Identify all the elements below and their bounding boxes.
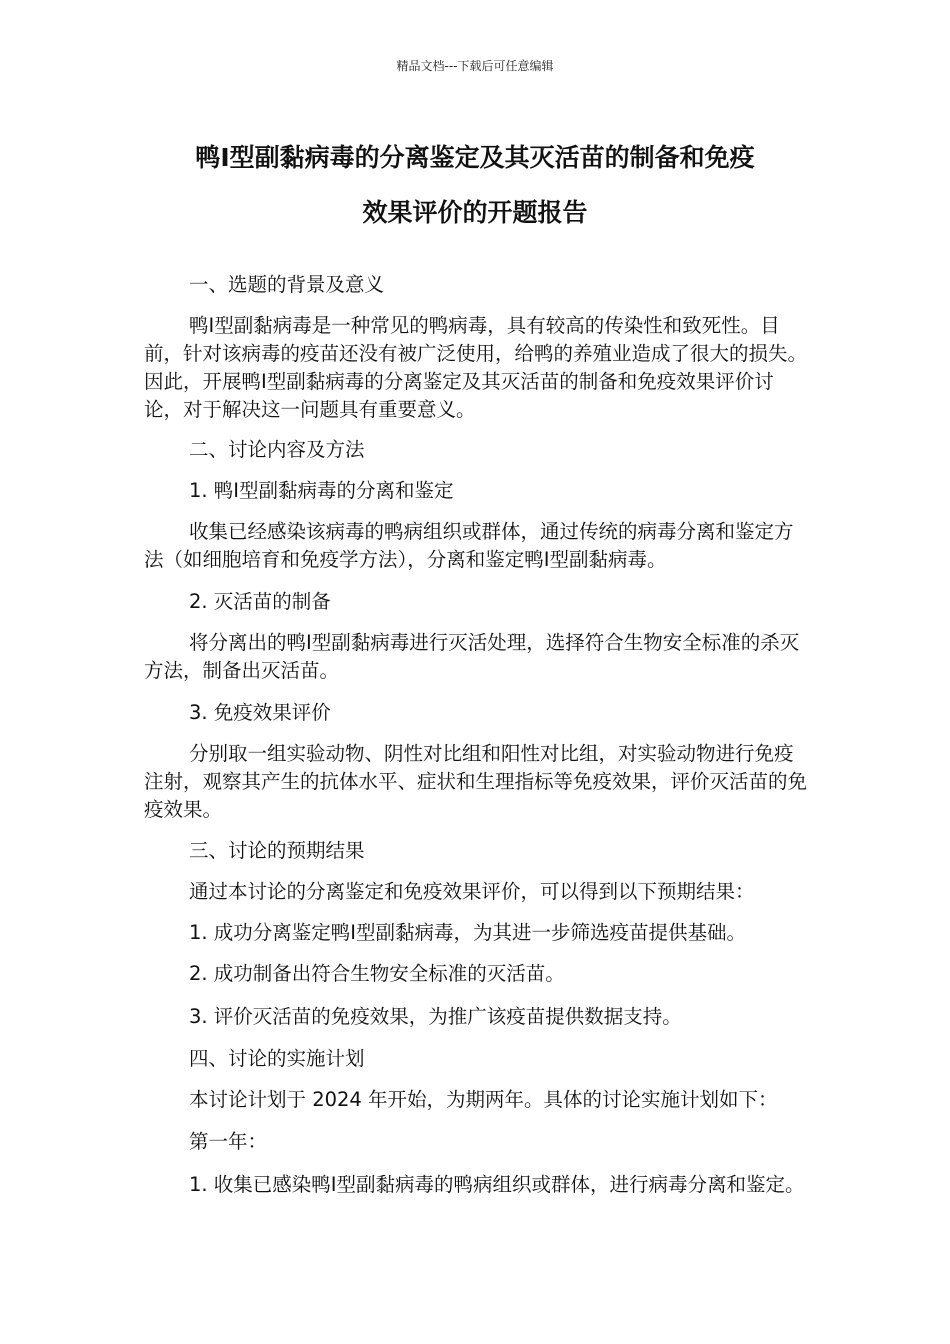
subheading-immune-evaluation: 3. 免疫效果评价	[189, 701, 331, 724]
paragraph-isolation: 收集已经感染该病毒的鸭病组织或群体，通过传统的病毒分离和鉴定方法（如细胞培育和免疫学方法），分离和鉴定鸭Ⅰ型副黏病毒。	[144, 520, 794, 571]
section-heading-background: 一、选题的背景及意义	[189, 273, 385, 296]
paragraph-background: 鸭Ⅰ型副黏病毒是一种常见的鸭病毒，具有较高的传染性和致死性。目前，针对该病毒的疫苗还没有被广泛使用，给鸭的养殖业造成了很大的损失。因此，开展鸭Ⅰ型副黏病毒的分离鉴定及其灭活苗的制备和免疫效果评价讨论，对于解决这一问题具有重要意义。	[144, 314, 808, 421]
expected-result-2: 2. 成功制备出符合生物安全标准的灭活苗。	[189, 962, 565, 985]
section-heading-content-methods: 二、讨论内容及方法	[189, 438, 365, 461]
subheading-vaccine-prep: 2. 灭活苗的制备	[189, 590, 331, 613]
paragraph-immune-evaluation: 分别取一组实验动物、阴性对比组和阳性对比组，对实验动物进行免疫注射，观察其产生的抗体水平、症状和生理指标等免疫效果，评价灭活苗的免疫效果。	[144, 742, 808, 821]
section-heading-plan: 四、讨论的实施计划	[189, 1047, 365, 1070]
document-title-line-1: 鸭Ⅰ型副黏病毒的分离鉴定及其灭活苗的制备和免疫	[195, 143, 755, 172]
paragraph-plan-intro: 本讨论计划于 2024 年开始，为期两年。具体的讨论实施计划如下：	[189, 1088, 778, 1111]
subheading-isolation: 1. 鸭Ⅰ型副黏病毒的分离和鉴定	[189, 479, 454, 502]
document-title-line-2: 效果评价的开题报告	[362, 198, 588, 227]
plan-year-1-heading: 第一年：	[189, 1130, 268, 1153]
paragraph-expected-intro: 通过本讨论的分离鉴定和免疫效果评价，可以得到以下预期结果：	[189, 880, 755, 903]
plan-year-1-item-1: 1. 收集已感染鸭Ⅰ型副黏病毒的鸭病组织或群体，进行病毒分离和鉴定。	[189, 1173, 805, 1196]
expected-result-3: 3. 评价灭活苗的免疫效果，为推广该疫苗提供数据支持。	[189, 1005, 682, 1028]
paragraph-vaccine-prep: 将分离出的鸭Ⅰ型副黏病毒进行灭活处理，选择符合生物安全标准的杀灭方法，制备出灭活苗。	[144, 631, 800, 682]
expected-result-1: 1. 成功分离鉴定鸭Ⅰ型副黏病毒，为其进一步筛选疫苗提供基础。	[189, 921, 747, 944]
section-heading-expected-results: 三、讨论的预期结果	[189, 839, 365, 862]
page-header: 精品文档---下载后可任意编辑	[396, 59, 554, 73]
